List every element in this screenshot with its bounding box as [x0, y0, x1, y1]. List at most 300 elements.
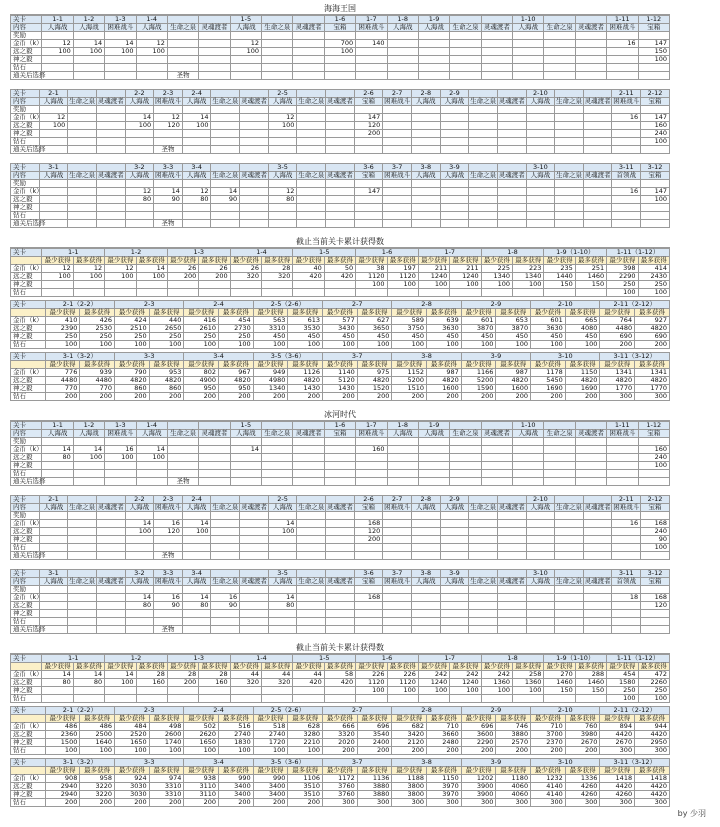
max-value: 250	[638, 687, 670, 695]
blank-cell	[418, 32, 449, 40]
blank-cell	[497, 220, 526, 228]
min-value: 424	[115, 317, 150, 325]
max-value: 28	[136, 671, 167, 679]
max-value: 3660	[427, 731, 462, 739]
min-value: 200	[167, 273, 198, 281]
reward-name: 金币（k）	[11, 594, 40, 602]
mode-cell: 生命之泉	[470, 503, 497, 511]
reward-row	[11, 544, 670, 552]
min-value: 2390	[45, 325, 80, 333]
reward-value: 80	[268, 196, 297, 204]
reward-value	[383, 618, 412, 626]
stage-cell: 3-2	[125, 570, 154, 578]
max-value: 3510	[288, 783, 323, 791]
min-value: 100	[392, 341, 427, 349]
mode-cell: 人海战	[230, 24, 261, 32]
max-value: 665	[565, 317, 600, 325]
reward-value: 14	[211, 188, 240, 196]
reward-value	[297, 130, 326, 138]
max-label: 最多获得	[80, 767, 115, 775]
min-value: 26	[230, 265, 261, 273]
min-value: 3600	[461, 731, 496, 739]
max-value: 200	[565, 747, 600, 755]
reward-value: 12	[182, 188, 211, 196]
min-value: 3760	[323, 783, 358, 791]
max-value: 1336	[565, 775, 600, 783]
reward-name: 金币（k）	[11, 317, 46, 325]
reward-value	[326, 536, 355, 544]
mode-cell: 困难战斗	[155, 171, 182, 179]
max-value: 1360	[513, 679, 544, 687]
blank-cell	[293, 438, 324, 446]
reward-value	[230, 64, 261, 72]
reward-value	[583, 130, 612, 138]
blank-cell	[297, 180, 326, 188]
min-label: 最少获得	[115, 715, 150, 723]
stage-cell: 2-7	[383, 496, 412, 504]
reward-value	[526, 188, 555, 196]
reward-value	[297, 520, 326, 528]
mode-cell: 生命之泉	[212, 503, 239, 511]
reward-value	[440, 114, 469, 122]
max-value: 3650	[357, 325, 392, 333]
max-label: 最多获得	[73, 663, 104, 671]
min-value	[167, 687, 198, 695]
reward-row	[11, 602, 670, 610]
reward-value: 140	[356, 40, 387, 48]
reward-value	[583, 520, 612, 528]
max-value: 300	[635, 799, 670, 807]
max-value: 200	[80, 799, 115, 807]
stage-label: 关卡	[11, 249, 42, 257]
max-value: 200	[635, 341, 670, 349]
reward-value	[411, 544, 440, 552]
min-label: 最少获得	[607, 257, 638, 265]
reward-value	[324, 454, 355, 462]
reward-value	[268, 618, 297, 626]
max-value: 974	[149, 775, 184, 783]
reward-row	[11, 462, 670, 470]
reward-value	[497, 138, 526, 146]
min-value	[293, 695, 324, 703]
max-value: 300	[635, 747, 670, 755]
reward-value	[354, 602, 383, 610]
blank-cell	[497, 180, 526, 188]
reward-value: 100	[641, 196, 670, 204]
blank-cell	[240, 586, 269, 594]
mode-cell: 灵魂渡者	[97, 503, 124, 511]
blank-cell	[326, 180, 355, 188]
reward-name: 金币（k）	[11, 520, 40, 528]
pass-row	[11, 220, 670, 228]
reward-name: 远之毅	[11, 377, 46, 385]
min-label: 最少获得	[105, 663, 136, 671]
mode-cell: 宝箱	[354, 578, 383, 586]
min-value: 1360	[481, 679, 512, 687]
reward-value	[440, 594, 469, 602]
reward-value: 100	[136, 48, 167, 56]
min-value: 589	[392, 317, 427, 325]
cumulative-title: 截止当前关卡累计获得数	[10, 237, 670, 248]
reward-value	[240, 204, 269, 212]
reward-value	[262, 454, 293, 462]
reward-value: 120	[641, 602, 670, 610]
reward-value	[450, 462, 481, 470]
cumulative-row	[11, 799, 670, 807]
stage-cell: 3-11（3-12）	[600, 759, 670, 767]
mode-cell: 人海战	[182, 172, 211, 180]
blank-cell	[526, 552, 555, 560]
reward-value	[240, 528, 269, 536]
reward-value	[555, 196, 584, 204]
max-value: 4420	[635, 791, 670, 799]
blank-cell	[268, 146, 297, 154]
reward-value	[411, 196, 440, 204]
max-value: 12	[73, 265, 104, 273]
min-value: 14	[105, 671, 136, 679]
min-value: 3430	[323, 325, 358, 333]
stage-cell: 2-6	[354, 496, 383, 504]
min-label: 最少获得	[392, 309, 427, 317]
min-label: 最少获得	[531, 715, 566, 723]
reward-value	[326, 602, 355, 610]
min-value: 908	[45, 775, 80, 783]
max-value: 3220	[80, 791, 115, 799]
reward-value	[68, 618, 97, 626]
blank-cell	[513, 32, 544, 40]
min-value: 454	[607, 671, 638, 679]
min-value: 200	[115, 393, 150, 401]
reward-row	[11, 212, 670, 220]
stage-label: 关卡	[11, 422, 42, 430]
blank-cell	[211, 512, 240, 520]
reward-header-row	[11, 438, 670, 446]
reward-value	[450, 470, 481, 478]
min-value: 100	[356, 281, 387, 289]
max-value: 860	[149, 385, 184, 393]
reward-value: 16	[607, 40, 638, 48]
stage-cell: 1-3	[167, 655, 230, 663]
min-value: 3760	[323, 791, 358, 799]
max-value: 2670	[565, 739, 600, 747]
stage-cell: 2-7	[323, 301, 392, 309]
reward-value	[469, 130, 498, 138]
max-value: 746	[496, 723, 531, 731]
blank-cell	[297, 626, 326, 634]
max-label: 最多获得	[80, 309, 115, 317]
min-value: 200	[461, 747, 496, 755]
reward-value	[497, 204, 526, 212]
reward-value	[354, 138, 383, 146]
pass-label: 通关后选择	[11, 552, 40, 560]
mode-cell: 生命之泉	[167, 24, 198, 32]
min-label: 最少获得	[293, 257, 324, 265]
choice-cell: 圣物	[154, 220, 183, 228]
reward-value	[575, 40, 606, 48]
min-value: 4980	[253, 377, 288, 385]
min-label: 最少获得	[531, 361, 566, 369]
reward-value	[387, 40, 418, 48]
blank-cell	[293, 478, 324, 486]
mode-cell: 宝箱	[641, 504, 670, 512]
stage-cell: 2-3	[115, 301, 184, 309]
reward-value: 100	[638, 462, 670, 470]
reward-value	[326, 114, 355, 122]
reward-value: 14	[182, 594, 211, 602]
section-title: 冰河时代	[10, 410, 670, 421]
blank-cell	[383, 220, 412, 228]
mode-cell: 宝箱	[324, 24, 355, 32]
max-value: 4260	[565, 783, 600, 791]
blank-cell	[240, 626, 269, 634]
reward-value	[240, 188, 269, 196]
reward-value	[73, 462, 104, 470]
pass-row	[11, 146, 670, 154]
reward-value	[526, 122, 555, 130]
min-value: 3800	[392, 791, 427, 799]
max-value: 3970	[427, 791, 462, 799]
reward-value	[354, 204, 383, 212]
stage-cell: 1-5	[293, 655, 356, 663]
max-value: 472	[638, 671, 670, 679]
mode-cell: 生命之泉	[470, 577, 497, 585]
blank-cell	[555, 220, 584, 228]
reward-value	[440, 130, 469, 138]
reward-value	[544, 462, 575, 470]
reward-value	[240, 536, 269, 544]
max-value: 939	[80, 369, 115, 377]
reward-value	[326, 544, 355, 552]
blank-cell	[105, 478, 136, 486]
min-value: 3110	[184, 791, 219, 799]
reward-name: 钻石	[11, 695, 42, 703]
min-value: 802	[184, 369, 219, 377]
max-label: 最多获得	[496, 767, 531, 775]
min-label: 最少获得	[42, 663, 73, 671]
min-value	[230, 289, 261, 297]
reward-value	[612, 212, 641, 220]
max-label: 最多获得	[219, 715, 254, 723]
max-value: 953	[149, 369, 184, 377]
max-value: 2650	[149, 325, 184, 333]
min-label: 最少获得	[600, 309, 635, 317]
min-label: 最少获得	[418, 257, 449, 265]
reward-value	[497, 188, 526, 196]
reward-value	[555, 520, 584, 528]
mode-cell: 人海战	[387, 24, 418, 32]
max-label: 最多获得	[288, 309, 323, 317]
reward-value	[211, 212, 240, 220]
reward-value	[440, 536, 469, 544]
stage-cell: 3-1	[39, 164, 68, 172]
blank-cell	[638, 72, 670, 80]
blank-cell	[68, 220, 97, 228]
stage-cell: 2-3	[154, 90, 183, 98]
min-label: 最少获得	[184, 361, 219, 369]
blank-cell	[497, 626, 526, 634]
reward-value	[526, 204, 555, 212]
min-value: 860	[115, 385, 150, 393]
reward-value: 14	[136, 446, 167, 454]
reward-value	[326, 520, 355, 528]
mode-cell: 生命之泉	[298, 503, 325, 511]
max-label: 最多获得	[149, 309, 184, 317]
reward-value	[297, 618, 326, 626]
reward-value	[96, 520, 125, 528]
max-value	[73, 281, 104, 289]
reward-value	[497, 544, 526, 552]
stage-cell: 1-1	[42, 249, 105, 257]
mode-cell: 生命之泉	[212, 577, 239, 585]
reward-value: 100	[105, 48, 136, 56]
stage-cell: 3-1	[39, 570, 68, 578]
reward-value	[450, 56, 481, 64]
reward-value	[96, 130, 125, 138]
reward-value: 120	[354, 122, 383, 130]
blank-cell	[469, 180, 498, 188]
reward-value: 14	[42, 446, 73, 454]
blank-cell	[199, 32, 230, 40]
blank-cell	[481, 32, 512, 40]
choice-cell: 圣物	[167, 478, 198, 486]
reward-value	[383, 610, 412, 618]
reward-value	[555, 138, 584, 146]
min-value	[356, 695, 387, 703]
reward-row	[11, 204, 670, 212]
max-value: 100	[496, 341, 531, 349]
min-value: 1172	[323, 775, 358, 783]
min-value: 770	[45, 385, 80, 393]
min-value: 938	[184, 775, 219, 783]
reward-value	[469, 618, 498, 626]
blank-cell	[42, 478, 73, 486]
min-value: 2940	[45, 783, 80, 791]
reward-value	[481, 446, 512, 454]
stage-label: 关卡	[11, 707, 46, 715]
reward-value	[297, 122, 326, 130]
stage-cell: 1-2	[73, 16, 104, 24]
reward-value	[326, 188, 355, 196]
reward-value	[387, 470, 418, 478]
pass-label: 通关后选择	[11, 220, 40, 228]
reward-value: 700	[324, 40, 355, 48]
reward-name: 钻石	[11, 799, 46, 807]
blank-cell	[481, 478, 512, 486]
min-label: 最少获得	[184, 715, 219, 723]
mode-cell: 宝箱	[354, 98, 383, 106]
blank-cell	[526, 146, 555, 154]
cumulative-table	[10, 654, 670, 703]
stage-cell: 2-7	[323, 707, 392, 715]
max-label: 最多获得	[80, 361, 115, 369]
stage-cell: 3-5	[268, 570, 297, 578]
min-value: 2020	[323, 739, 358, 747]
reward-value	[354, 212, 383, 220]
min-value: 320	[230, 679, 261, 687]
blank-cell	[68, 552, 97, 560]
max-label: 最多获得	[199, 257, 230, 265]
reward-value	[469, 204, 498, 212]
stage-cell: 3-7	[323, 353, 392, 361]
stage-label: 关卡	[11, 16, 42, 24]
reward-value	[354, 544, 383, 552]
reward-value	[411, 114, 440, 122]
mode-cell: 人海战	[125, 578, 154, 586]
content-label: 内容	[11, 430, 42, 438]
min-value: 3400	[253, 783, 288, 791]
reward-value	[182, 204, 211, 212]
reward-value: 14	[105, 40, 136, 48]
blank-cell	[526, 220, 555, 228]
max-value: 160	[199, 679, 230, 687]
min-value: 250	[115, 333, 150, 341]
blank-cell	[297, 586, 326, 594]
max-label: 最多获得	[496, 309, 531, 317]
reward-value	[583, 602, 612, 610]
reward-value	[583, 122, 612, 130]
max-value: 200	[427, 747, 462, 755]
blank-cell	[383, 586, 412, 594]
max-value: 200	[80, 393, 115, 401]
reward-label: 奖励	[11, 180, 40, 188]
max-value: 28	[199, 671, 230, 679]
reward-value	[240, 138, 269, 146]
min-value: 300	[531, 799, 566, 807]
reward-value	[583, 188, 612, 196]
mode-row	[11, 98, 670, 106]
stage-cell: 3-3	[154, 164, 183, 172]
mode-cell: 人海战	[136, 24, 167, 32]
min-label: 最少获得	[45, 767, 80, 775]
reward-value	[39, 610, 68, 618]
min-value: 5120	[323, 377, 358, 385]
blank-cell	[411, 180, 440, 188]
reward-row	[11, 64, 670, 72]
reward-row	[11, 594, 670, 602]
reward-value	[293, 470, 324, 478]
max-value: 160	[136, 679, 167, 687]
mode-cell: 人海战	[387, 430, 418, 438]
reward-value	[383, 196, 412, 204]
max-value: 251	[575, 265, 606, 273]
max-value: 2730	[219, 325, 254, 333]
reward-name: 远之毅	[11, 679, 42, 687]
reward-row	[11, 130, 670, 138]
max-value: 100	[565, 341, 600, 349]
min-value: 250	[184, 333, 219, 341]
stage-cell: 3-9	[461, 759, 530, 767]
min-value: 3420	[392, 731, 427, 739]
mode-cell: 生命之泉	[298, 577, 325, 585]
min-value: 1166	[461, 369, 496, 377]
stage-cell: 1-11（1-12）	[607, 249, 670, 257]
reward-value	[612, 536, 641, 544]
reward-value	[440, 528, 469, 536]
max-value: 3540	[357, 731, 392, 739]
reward-value	[297, 188, 326, 196]
reward-value	[125, 138, 154, 146]
min-value: 26	[167, 265, 198, 273]
blank-cell	[575, 32, 606, 40]
min-value: 666	[323, 723, 358, 731]
min-label: 最少获得	[253, 309, 288, 317]
reward-value	[526, 130, 555, 138]
reward-value: 16	[154, 594, 183, 602]
stage-cell: 1-1	[42, 655, 105, 663]
mode-cell: 人海战	[440, 172, 469, 180]
max-value: 3310	[149, 783, 184, 791]
reward-value	[497, 618, 526, 626]
